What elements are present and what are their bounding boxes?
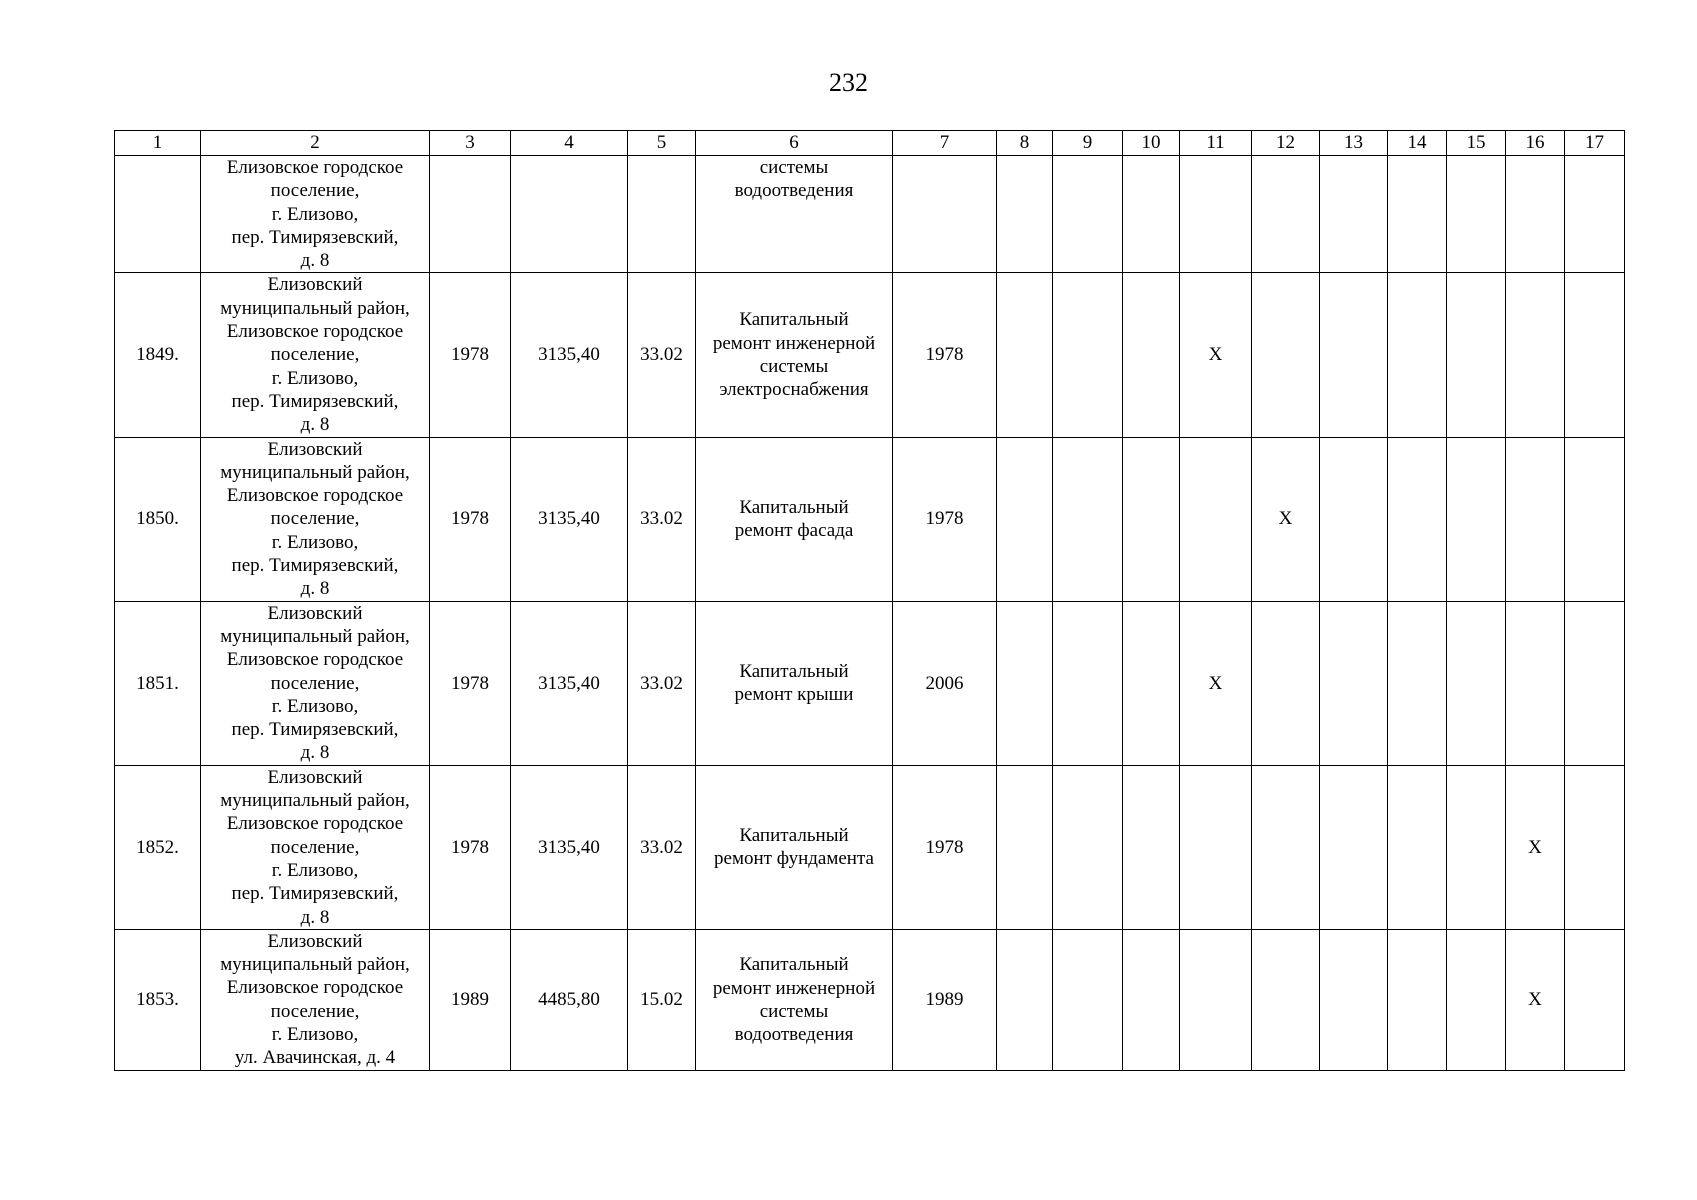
area: 4485,80 bbox=[511, 929, 628, 1070]
mark-cell bbox=[1180, 437, 1252, 601]
mark-cell: X bbox=[1180, 601, 1252, 765]
mark-cell bbox=[1565, 765, 1625, 929]
work-type-cell bbox=[696, 156, 893, 273]
mark-cell bbox=[1320, 156, 1388, 273]
code: 33.02 bbox=[628, 273, 696, 437]
work-type-cell bbox=[696, 601, 893, 765]
area: 3135,40 bbox=[511, 765, 628, 929]
address-line: поселение, bbox=[270, 344, 360, 366]
mark-cell bbox=[1388, 156, 1447, 273]
address-line: Елизовский bbox=[267, 930, 363, 952]
mark-cell bbox=[1320, 765, 1388, 929]
address-cell bbox=[201, 765, 430, 929]
address-cell bbox=[201, 929, 430, 1070]
work-type-cell bbox=[696, 273, 893, 437]
mark-cell bbox=[1123, 156, 1180, 273]
address-line: д. 8 bbox=[300, 742, 330, 764]
work-type-line: водоотведения bbox=[734, 1024, 854, 1046]
work-type-line: ремонт фундамента bbox=[714, 848, 874, 870]
mark-cell bbox=[1447, 156, 1506, 273]
work-type-line: ремонт инженерной bbox=[712, 977, 876, 999]
last-repair-year: 1978 bbox=[893, 765, 997, 929]
mark-cell bbox=[1053, 765, 1123, 929]
table-row bbox=[115, 156, 1625, 273]
work-type-cell bbox=[696, 437, 893, 601]
work-type-line: Капитальный bbox=[739, 660, 849, 682]
mark-cell bbox=[1506, 601, 1565, 765]
address-line: Елизовское городское bbox=[226, 813, 404, 835]
mark-cell bbox=[997, 601, 1053, 765]
work-type-cell bbox=[696, 929, 893, 1070]
code: 33.02 bbox=[628, 601, 696, 765]
address-line: поселение, bbox=[270, 672, 360, 694]
row-number: 1853. bbox=[115, 929, 201, 1070]
table-row bbox=[115, 437, 1625, 601]
table-row bbox=[115, 601, 1625, 765]
mark-cell bbox=[1123, 601, 1180, 765]
row-number: 1849. bbox=[115, 273, 201, 437]
build-year: 1989 bbox=[430, 929, 511, 1070]
mark-cell bbox=[1053, 273, 1123, 437]
row-number: 1852. bbox=[115, 765, 201, 929]
address-line: д. 8 bbox=[300, 250, 330, 272]
address-line: д. 8 bbox=[300, 906, 330, 928]
area: 3135,40 bbox=[511, 437, 628, 601]
address-line: Елизовское городское bbox=[226, 977, 404, 999]
mark-cell bbox=[1180, 929, 1252, 1070]
work-type-line: Капитальный bbox=[739, 309, 849, 331]
registry-table bbox=[114, 130, 1625, 1071]
address-line: пер. Тимирязевский, bbox=[231, 555, 399, 577]
mark-cell bbox=[1388, 273, 1447, 437]
mark-cell bbox=[1123, 273, 1180, 437]
mark-cell bbox=[1565, 437, 1625, 601]
mark-cell: X bbox=[1252, 437, 1320, 601]
work-type-line: ремонт крыши bbox=[734, 684, 854, 706]
column-number-row bbox=[115, 131, 1625, 156]
row-number bbox=[115, 156, 201, 273]
mark-cell bbox=[1123, 929, 1180, 1070]
code: 33.02 bbox=[628, 765, 696, 929]
address-line: поселение, bbox=[270, 1000, 360, 1022]
address-line: Елизовское городское bbox=[226, 157, 404, 178]
column-number: 10 bbox=[1123, 131, 1180, 156]
table-row bbox=[115, 929, 1625, 1070]
address-cell bbox=[201, 273, 430, 437]
last-repair-year: 1989 bbox=[893, 929, 997, 1070]
address-line: ул. Авачинская, д. 4 bbox=[234, 1047, 396, 1069]
mark-cell bbox=[997, 156, 1053, 273]
mark-cell bbox=[1447, 437, 1506, 601]
column-number: 2 bbox=[201, 131, 430, 156]
build-year: 1978 bbox=[430, 437, 511, 601]
address-line: муниципальный район, bbox=[220, 625, 410, 647]
mark-cell bbox=[997, 929, 1053, 1070]
mark-cell bbox=[1053, 437, 1123, 601]
work-type-line: водоотведения bbox=[734, 180, 854, 202]
address-line: пер. Тимирязевский, bbox=[231, 719, 399, 741]
address-line: пер. Тимирязевский, bbox=[231, 883, 399, 905]
address-line: муниципальный район, bbox=[220, 297, 410, 319]
column-number: 15 bbox=[1447, 131, 1506, 156]
area: 3135,40 bbox=[511, 601, 628, 765]
address-line: пер. Тимирязевский, bbox=[231, 226, 399, 248]
mark-cell bbox=[1565, 601, 1625, 765]
build-year bbox=[430, 156, 511, 273]
address-line: поселение, bbox=[270, 180, 360, 202]
address-line: Елизовский bbox=[267, 766, 363, 788]
mark-cell bbox=[1053, 156, 1123, 273]
table-row bbox=[115, 765, 1625, 929]
address-cell bbox=[201, 156, 430, 273]
code: 15.02 bbox=[628, 929, 696, 1070]
address-line: г. Елизово, bbox=[271, 1023, 359, 1045]
mark-cell bbox=[1506, 156, 1565, 273]
page-number: 232 bbox=[829, 68, 868, 97]
column-number: 12 bbox=[1252, 131, 1320, 156]
address-cell bbox=[201, 437, 430, 601]
mark-cell bbox=[1053, 601, 1123, 765]
mark-cell bbox=[1320, 437, 1388, 601]
column-number: 1 bbox=[115, 131, 201, 156]
mark-cell bbox=[1123, 437, 1180, 601]
row-number: 1851. bbox=[115, 601, 201, 765]
mark-cell bbox=[1123, 765, 1180, 929]
address-line: г. Елизово, bbox=[271, 859, 359, 881]
address-line: поселение, bbox=[270, 836, 360, 858]
mark-cell bbox=[1506, 437, 1565, 601]
mark-cell bbox=[1388, 601, 1447, 765]
mark-cell bbox=[1388, 437, 1447, 601]
column-number: 11 bbox=[1180, 131, 1252, 156]
column-number: 17 bbox=[1565, 131, 1625, 156]
address-line: г. Елизово, bbox=[271, 367, 359, 389]
address-line: г. Елизово, bbox=[271, 203, 359, 225]
column-number: 5 bbox=[628, 131, 696, 156]
area bbox=[511, 156, 628, 273]
column-number: 14 bbox=[1388, 131, 1447, 156]
build-year: 1978 bbox=[430, 765, 511, 929]
address-line: поселение, bbox=[270, 508, 360, 530]
address-line: Елизовский bbox=[267, 438, 363, 460]
work-type-line: Капитальный bbox=[739, 496, 849, 518]
column-number: 3 bbox=[430, 131, 511, 156]
mark-cell bbox=[1320, 929, 1388, 1070]
work-type-line: системы bbox=[759, 1000, 829, 1022]
mark-cell bbox=[1252, 929, 1320, 1070]
address-line: д. 8 bbox=[300, 578, 330, 600]
work-type-line: ремонт фасада bbox=[734, 520, 854, 542]
address-line: Елизовское городское bbox=[226, 321, 404, 343]
address-cell bbox=[201, 601, 430, 765]
mark-cell: X bbox=[1180, 273, 1252, 437]
column-number: 4 bbox=[511, 131, 628, 156]
mark-cell bbox=[1252, 156, 1320, 273]
last-repair-year: 1978 bbox=[893, 273, 997, 437]
mark-cell bbox=[997, 765, 1053, 929]
mark-cell bbox=[1252, 765, 1320, 929]
mark-cell bbox=[997, 273, 1053, 437]
work-type-line: системы bbox=[759, 356, 829, 378]
work-type-line: Капитальный bbox=[739, 954, 849, 976]
address-line: муниципальный район, bbox=[220, 790, 410, 812]
code: 33.02 bbox=[628, 437, 696, 601]
address-line: г. Елизово, bbox=[271, 695, 359, 717]
row-number: 1850. bbox=[115, 437, 201, 601]
address-line: Елизовский bbox=[267, 602, 363, 624]
mark-cell bbox=[1320, 273, 1388, 437]
area: 3135,40 bbox=[511, 273, 628, 437]
last-repair-year bbox=[893, 156, 997, 273]
mark-cell bbox=[1447, 929, 1506, 1070]
mark-cell: X bbox=[1506, 765, 1565, 929]
build-year: 1978 bbox=[430, 601, 511, 765]
address-line: д. 8 bbox=[300, 414, 330, 436]
mark-cell: X bbox=[1506, 929, 1565, 1070]
column-number: 8 bbox=[997, 131, 1053, 156]
mark-cell bbox=[1565, 273, 1625, 437]
code bbox=[628, 156, 696, 273]
work-type-line: электроснабжения bbox=[719, 379, 869, 401]
mark-cell bbox=[1180, 156, 1252, 273]
mark-cell bbox=[1447, 601, 1506, 765]
work-type-line: системы bbox=[759, 157, 829, 178]
address-line: пер. Тимирязевский, bbox=[231, 390, 399, 412]
mark-cell bbox=[1252, 601, 1320, 765]
table-row bbox=[115, 273, 1625, 437]
mark-cell bbox=[1180, 765, 1252, 929]
mark-cell bbox=[1320, 601, 1388, 765]
address-line: г. Елизово, bbox=[271, 531, 359, 553]
address-line: муниципальный район, bbox=[220, 954, 410, 976]
address-line: Елизовское городское bbox=[226, 649, 404, 671]
work-type-line: ремонт инженерной bbox=[712, 332, 876, 354]
column-number: 7 bbox=[893, 131, 997, 156]
address-line: Елизовский bbox=[267, 274, 363, 296]
mark-cell bbox=[1447, 273, 1506, 437]
column-number: 6 bbox=[696, 131, 893, 156]
mark-cell bbox=[1252, 273, 1320, 437]
column-number: 9 bbox=[1053, 131, 1123, 156]
mark-cell bbox=[997, 437, 1053, 601]
mark-cell bbox=[1447, 765, 1506, 929]
work-type-line: Капитальный bbox=[739, 824, 849, 846]
address-line: муниципальный район, bbox=[220, 461, 410, 483]
last-repair-year: 1978 bbox=[893, 437, 997, 601]
mark-cell bbox=[1565, 929, 1625, 1070]
mark-cell bbox=[1053, 929, 1123, 1070]
address-line: Елизовское городское bbox=[226, 485, 404, 507]
work-type-cell bbox=[696, 765, 893, 929]
mark-cell bbox=[1388, 765, 1447, 929]
column-number: 13 bbox=[1320, 131, 1388, 156]
column-number: 16 bbox=[1506, 131, 1565, 156]
mark-cell bbox=[1506, 273, 1565, 437]
mark-cell bbox=[1388, 929, 1447, 1070]
mark-cell bbox=[1565, 156, 1625, 273]
build-year: 1978 bbox=[430, 273, 511, 437]
last-repair-year: 2006 bbox=[893, 601, 997, 765]
